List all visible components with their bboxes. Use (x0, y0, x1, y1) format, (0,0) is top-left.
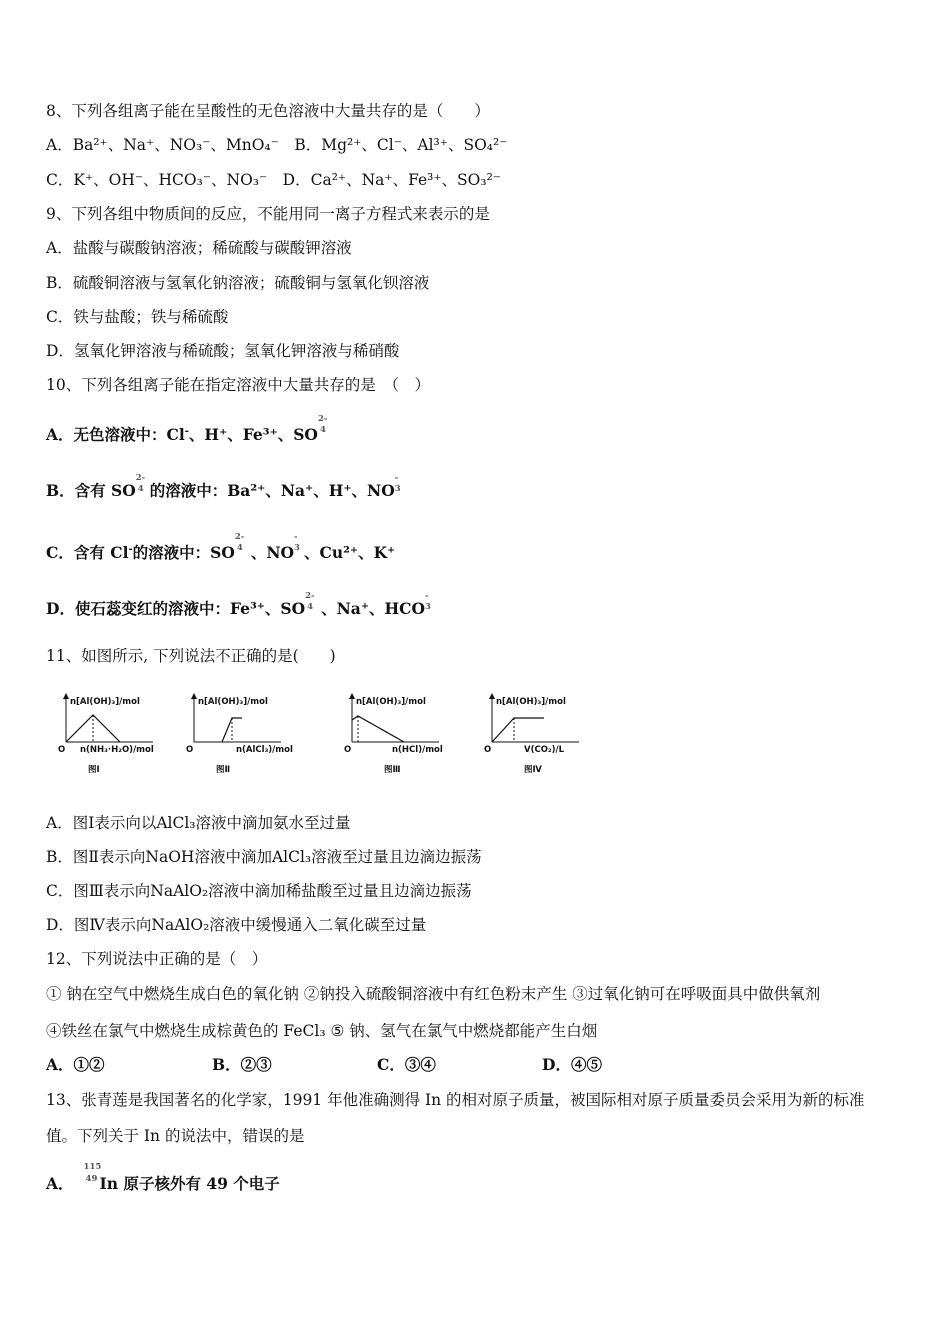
q10-a-cl-charge: - (184, 426, 189, 437)
q10-option-a (46, 414, 330, 445)
chart-2-ylabel: n[Al(OH)₃]/mol (198, 697, 268, 707)
chart-1-ylabel: n[Al(OH)₃]/mol (70, 697, 140, 707)
chart-4-xlabel: V(CO₂)/L (524, 745, 565, 755)
q10-d-prefix: D．使石蕊变红的溶液中：Fe³⁺、SO (46, 599, 306, 618)
q8-options-ab: A．Ba²⁺、Na⁺、NO₃⁻、MnO₄⁻ B．Mg²⁺、Cl⁻、Al³⁺、SO₄²⁻ (46, 136, 508, 154)
q10-d-hco3-index: - 3 (425, 591, 431, 612)
q8-stem: 8、下列各组离子能在呈酸性的无色溶液中大量共存的是（ ） (46, 102, 490, 120)
chart-4 (484, 690, 624, 780)
q10-option-b (46, 473, 405, 503)
q10-a-prefix: A．无色溶液中：Cl (46, 425, 185, 445)
chart-4-ylabel: n[Al(OH)₃]/mol (496, 697, 566, 707)
chart-3-y-arrow (349, 693, 355, 699)
q12-statements-1: ① 钠在空气中燃烧生成白色的氧化钠 ②钠投入硫酸铜溶液中有红色粉末产生 ③过氧化钠可在呼吸面具中做供氧剂 (46, 985, 821, 1003)
q12-option-c: C．③④ (377, 1055, 436, 1074)
q10-b-mid: 的溶液中：Ba²⁺、Na⁺、H⁺、NO (149, 481, 395, 500)
chart-1-caption: 图Ⅰ (88, 765, 100, 775)
q13-nuclide-index: 115 49 (83, 1162, 102, 1184)
chart-1-y-arrow (63, 693, 69, 699)
q9-option-c: C．铁与盐酸；铁与稀硫酸 (46, 308, 229, 326)
q10-d-mid: 、Na⁺、HCO (321, 599, 426, 618)
chart-3-ylabel: n[Al(OH)₃]/mol (356, 697, 426, 707)
q11-stem: 11、如图所示, 下列说法不正确的是( ) (46, 647, 336, 665)
chart-2-origin: O (186, 745, 194, 755)
q10-b-no3-index: - 3 (394, 473, 401, 494)
q13-stem-line1: 13、张青莲是我国著名的化学家，1991 年他准确测得 In 的相对原子质量，被国际相对原子质量委员会采用为新的标准 (46, 1091, 865, 1109)
q10-a-so4-index: 2- 4 (317, 414, 328, 435)
chart-3-origin: O (344, 745, 352, 755)
chart-4-curve (492, 718, 544, 742)
q12-option-d: D．④⑤ (542, 1055, 602, 1074)
chart-4-caption: 图Ⅳ (524, 765, 542, 775)
chart-2 (186, 690, 326, 780)
q10-stem: 10、下列各组离子能在指定溶液中大量共存的是 （ ） (46, 376, 430, 394)
q10-c-cl-charge: - (128, 544, 133, 555)
chart-3-curve (352, 716, 404, 742)
chart-1-origin: O (58, 745, 66, 755)
q9-option-a: A．盐酸与碳酸钠溶液；稀硫酸与碳酸钾溶液 (46, 239, 352, 257)
q10-d-so4-index: 2- 4 (305, 591, 315, 612)
q13-a-prefix: A． (46, 1174, 74, 1193)
q9-option-d: D．氢氧化钾溶液与稀硫酸；氢氧化钾溶液与稀硝酸 (46, 342, 400, 360)
q11-option-c: C．图Ⅲ表示向NaAlO₂溶液中滴加稀盐酸至过量且边滴边振荡 (46, 882, 472, 900)
chart-1 (58, 690, 198, 780)
chart-2-xlabel: n(AlCl₃)/mol (236, 745, 293, 755)
q10-c-so4-index: 2- 4 (234, 532, 245, 553)
chart-2-y-arrow (191, 693, 197, 699)
chart-4-origin: O (484, 745, 492, 755)
q10-c-mid2: 、NO (250, 543, 294, 563)
q10-c-prefix: C．含有 Cl (46, 543, 129, 563)
q8-options-cd: C．K⁺、OH⁻、HCO₃⁻、NO₃⁻ D．Ca²⁺、Na⁺、Fe³⁺、SO₃²⁻ (46, 171, 501, 189)
q10-a-rest: 、H⁺、Fe³⁺、SO (188, 425, 318, 445)
q9-stem: 9、下列各组中物质间的反应，不能用同一离子方程式来表示的是 (46, 205, 490, 223)
q10-c-rest: 、Cu²⁺、K⁺ (304, 543, 396, 563)
q12-option-a: A．①② (46, 1055, 105, 1074)
q13-a-rest: In 原子核外有 49 个电子 (99, 1174, 280, 1193)
q11-option-b: B．图Ⅱ表示向NaOH溶液中滴加AlCl₃溶液至过量且边滴边振荡 (46, 848, 482, 866)
q13-option-a (46, 1162, 280, 1198)
q10-b-prefix: B．含有 SO (46, 481, 136, 500)
chart-2-caption: 图Ⅱ (216, 765, 231, 775)
q10-option-d (46, 591, 435, 621)
q13-stem-line2: 值。下列关于 In 的说法中，错误的是 (46, 1127, 305, 1145)
q10-b-so4-index: 2- 4 (135, 473, 146, 494)
q12-statements-2: ④铁丝在氯气中燃烧生成棕黄色的 FeCl₃ ⑤ 钠、氢气在氯气中燃烧都能产生白烟 (46, 1022, 598, 1040)
q9-option-b: B．硫酸铜溶液与氢氧化钠溶液；硫酸铜与氢氧化钡溶液 (46, 274, 430, 292)
chart-4-y-arrow (489, 693, 495, 699)
q10-c-mid: 的溶液中：SO (132, 543, 235, 563)
q12-stem: 12、下列说法中正确的是（ ） (46, 950, 268, 968)
q12-option-b: B．②③ (212, 1055, 272, 1074)
q11-option-a: A．图Ⅰ表示向以AlCl₃溶液中滴加氨水至过量 (46, 814, 351, 832)
q11-option-d: D．图Ⅳ表示向NaAlO₂溶液中缓慢通入二氧化碳至过量 (46, 916, 427, 934)
chart-3-caption: 图Ⅲ (384, 765, 401, 775)
q10-option-c (46, 532, 396, 563)
q10-c-no3-index: - 3 (294, 532, 300, 553)
chart-1-xlabel: n(NH₃·H₂O)/mol (80, 745, 154, 755)
chart-3-xlabel: n(HCl)/mol (392, 745, 443, 755)
chart-3 (344, 690, 484, 780)
